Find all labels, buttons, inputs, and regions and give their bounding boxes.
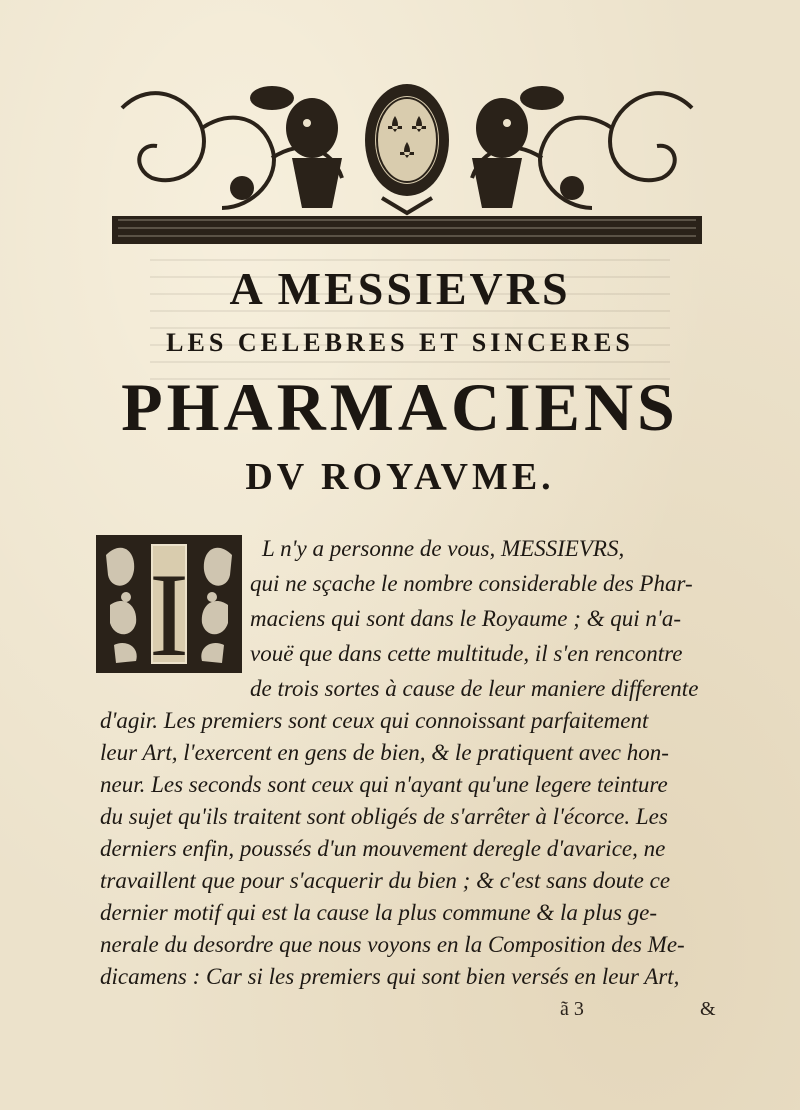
heading-line-1: A MESSIEVRS [229,263,571,314]
body-line: d'agir. Les premiers sont ceux qui connoissant parfaitement [100,708,649,733]
decorated-initial [96,535,242,673]
signature-mark: ã 3 [560,998,584,1020]
woodcut-headpiece [112,68,702,248]
body-line: neur. Les seconds sont ceux qui n'ayant qu'une legere teinture [100,772,668,797]
body-line: travaillent que pour s'acquerir du bien ; & c'est sans doute ce [100,868,671,893]
body-line: nerale du desordre que nous voyons en la Composition des Me- [100,932,685,957]
heading-line-2: LES CELEBRES ET SINCERES [166,328,634,357]
heading-line-4: DV ROYAVME. [245,456,555,498]
body-line: dicamens : Car si les premiers qui sont bien versés en leur Art, [100,964,680,989]
body-line: maciens qui sont dans le Royaume ; & qui n'a- [250,606,681,631]
initial-letter: I [149,548,189,673]
body-line: vouë que dans cette multitude, il s'en rencontre [250,641,683,666]
body-line: L n'y a personne de vous, MESSIEVRS, [262,536,625,561]
catchword: & [700,998,716,1020]
body-line: derniers enfin, poussés d'un mouvement deregle d'avarice, ne [100,836,666,861]
heading-line-3: PHARMACIENS [121,369,679,445]
body-line: qui ne sçache le nombre considerable des Phar- [250,571,693,596]
body-line: leur Art, l'exercent en gens de bien, & le pratiquent avec hon- [100,740,669,765]
body-line: du sujet qu'ils traitent sont obligés de s'arrêter à l'écorce. Les [100,804,668,829]
body-line: dernier motif qui est la cause la plus commune & la plus ge- [100,900,658,925]
body-line: de trois sortes à cause de leur maniere differente [250,676,699,701]
